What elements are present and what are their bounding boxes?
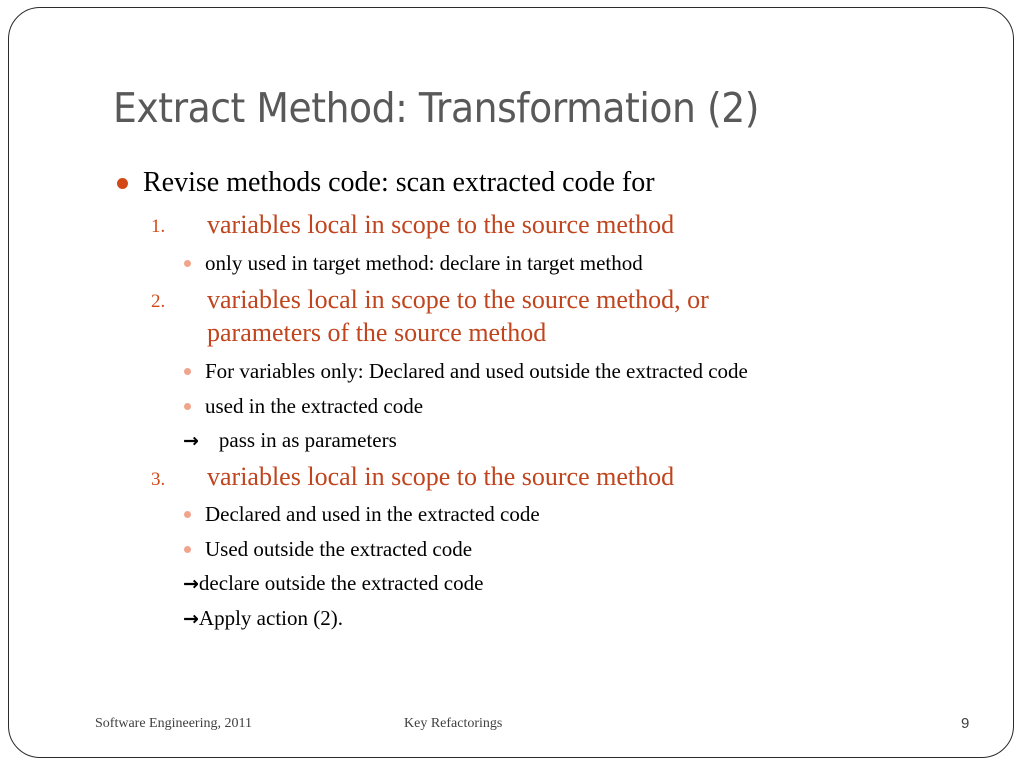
item-2-number: 2. — [151, 291, 166, 312]
footer-left: Software Engineering, 2011 — [95, 716, 252, 731]
sub-bullet-dot — [184, 511, 191, 518]
item-3-number: 3. — [151, 469, 166, 490]
item-3-arrow-line-1 — [183, 571, 483, 596]
sub-bullet-dot — [184, 546, 191, 553]
right-arrow-icon: → — [183, 430, 199, 452]
item-2-sub-2: used in the extracted code — [205, 394, 424, 418]
item-2-text-line2: parameters of the source method — [207, 318, 547, 347]
right-arrow-icon: → — [183, 573, 199, 595]
item-1-text: variables local in scope to the source method — [207, 210, 675, 239]
item-3-sub-1: Declared and used in the extracted code — [205, 502, 540, 526]
item-2-text-line1: variables local in scope to the source method, or — [207, 285, 709, 314]
item-2-arrow-line — [183, 428, 397, 453]
item-3-text: variables local in scope to the source method — [207, 462, 675, 491]
sub-bullet-dot — [184, 368, 191, 375]
item-1-number: 1. — [151, 216, 166, 237]
footer-center: Key Refactorings — [404, 716, 503, 731]
sub-bullet-dot — [184, 260, 191, 267]
item-3-arrow-line-2 — [183, 606, 343, 631]
main-bullet-dot — [117, 178, 128, 189]
item-2-sub-1: For variables only: Declared and used outside the extracted code — [205, 359, 748, 383]
right-arrow-icon: → — [183, 608, 199, 630]
item-1-sub-1: only used in target method: declare in target method — [205, 251, 643, 275]
main-point: Revise methods code: scan extracted code for — [143, 167, 655, 198]
item-3-arrow-text-2: Apply action (2). — [198, 606, 343, 630]
item-3-arrow-text-1: declare outside the extracted code — [198, 571, 484, 595]
slide-title: Extract Method: Transformation (2) — [113, 84, 760, 132]
item-3-sub-2: Used outside the extracted code — [205, 537, 473, 561]
item-2-arrow-text: pass in as parameters — [218, 428, 397, 452]
page-number: 9 — [961, 715, 970, 732]
sub-bullet-dot — [184, 403, 191, 410]
